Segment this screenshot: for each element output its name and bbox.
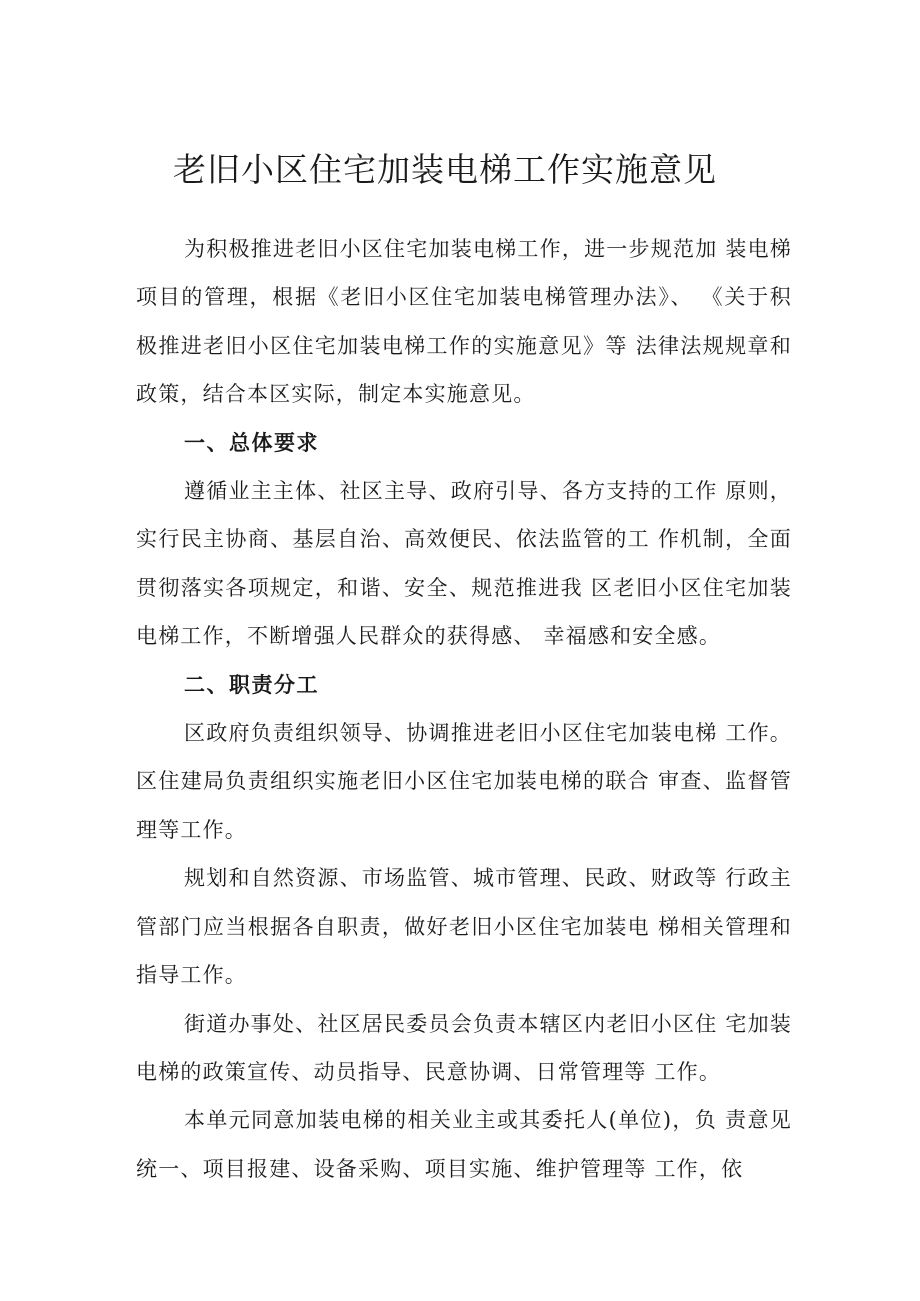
document-title: 老旧小区住宅加装电梯工作实施意见 <box>173 150 717 189</box>
intro-paragraph: 为积极推进老旧小区住宅加装电梯工作，进一步规范加 装电梯项目的管理，根据《老旧小区住宅加装电梯管理办法》、 《关于积极推进老旧小区住宅加装电梯工作的实施意见》等 法律法规规章和政策，结合本区实际，制定本实施意见。 <box>136 237 792 407</box>
responsibilities-paragraph-district-government: 区政府负责组织领导、协调推进老旧小区住宅加装电梯 工作。区住建局负责组织实施老旧小区住宅加装电梯的联合 审查、监督管理等工作。 <box>136 721 792 842</box>
document-body <box>136 225 792 1193</box>
responsibilities-paragraph-owners: 本单元同意加装电梯的相关业主或其委托人(单位)，负 责意见统一、项目报建、设备采购、项目实施、维护管理等 工作，依 <box>136 1108 792 1181</box>
section-heading-general-requirements: 一、总体要求 <box>184 430 319 455</box>
responsibilities-paragraph-street-offices: 街道办事处、社区居民委员会负责本辖区内老旧小区住 宅加装电梯的政策宣传、动员指导、民意协调、日常管理等 工作。 <box>136 1011 792 1084</box>
responsibilities-paragraph-departments: 规划和自然资源、市场监管、城市管理、民政、财政等 行政主管部门应当根据各自职责，做好老旧小区住宅加装电 梯相关管理和指导工作。 <box>136 866 792 988</box>
general-requirements-paragraph: 遵循业主主体、社区主导、政府引导、各方支持的工作 原则，实行民主协商、基层自治、高效便民、依法监管的工 作机制，全面贯彻落实各项规定，和谐、安全、规范推进我 区老旧小区住宅加装电梯工作，不断增强人民群众的获得感、 幸福感和安全感。 <box>136 479 792 649</box>
section-heading-responsibilities: 二、职责分工 <box>184 672 319 697</box>
